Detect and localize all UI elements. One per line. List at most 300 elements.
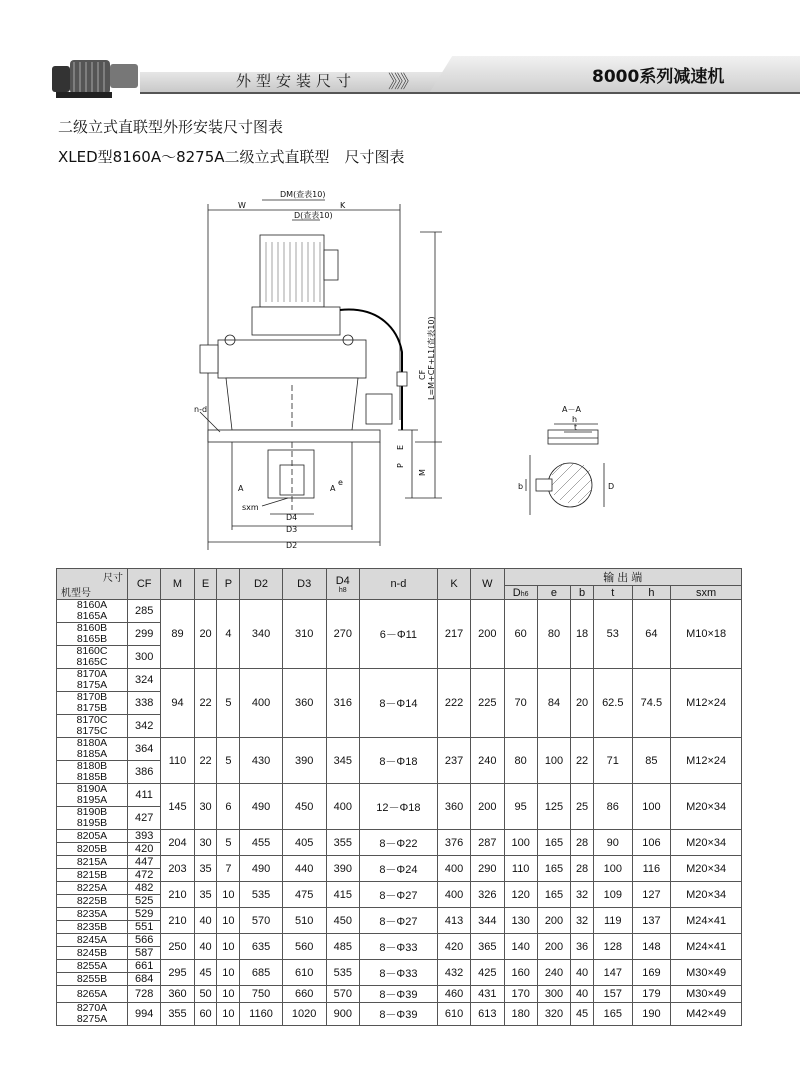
value-cell: 40 — [194, 908, 217, 934]
section-mark-a-right: A — [330, 484, 336, 493]
value-cell: 89 — [161, 600, 194, 669]
value-cell: 200 — [471, 784, 504, 830]
value-cell: 100 — [537, 738, 570, 784]
value-cell: 750 — [240, 986, 282, 1003]
cf-cell: 342 — [128, 715, 161, 738]
value-cell: 475 — [282, 882, 326, 908]
cf-cell: 525 — [128, 895, 161, 908]
value-cell: 390 — [326, 856, 359, 882]
value-cell: 40 — [194, 934, 217, 960]
table-row — [57, 830, 742, 843]
dim-label-w: W — [238, 201, 246, 210]
chevron-right-icon: 》》》 — [388, 72, 415, 93]
value-cell: M30×49 — [671, 960, 742, 986]
value-cell: 210 — [161, 882, 194, 908]
value-cell: 240 — [537, 960, 570, 986]
value-cell: 455 — [240, 830, 282, 856]
value-cell: 128 — [593, 934, 632, 960]
table-row — [57, 882, 742, 895]
value-cell: 490 — [240, 856, 282, 882]
dim-label-e: E — [396, 444, 405, 450]
value-cell: 360 — [161, 986, 194, 1003]
table-header-model: 尺寸 机型号 — [57, 569, 128, 600]
value-cell: 190 — [632, 1003, 671, 1026]
value-cell: 405 — [282, 830, 326, 856]
cf-cell: 529 — [128, 908, 161, 921]
cf-cell: 338 — [128, 692, 161, 715]
model-number: 8215B — [76, 868, 108, 881]
cf-cell: 472 — [128, 869, 161, 882]
model-cell — [57, 784, 128, 807]
column-header-output-d: Dh6 — [504, 586, 537, 600]
value-cell: 8－Φ33 — [359, 934, 437, 960]
model-number: 8190A — [76, 783, 108, 795]
value-cell: 326 — [471, 882, 504, 908]
column-header: D3 — [282, 569, 326, 600]
value-cell: 62.5 — [593, 669, 632, 738]
value-cell: 485 — [326, 934, 359, 960]
model-number: 8245B — [76, 946, 108, 959]
table-row — [57, 960, 742, 973]
model-cell — [57, 934, 128, 947]
table-body — [57, 600, 742, 1026]
value-cell: 20 — [571, 669, 594, 738]
model-cell — [57, 646, 128, 669]
value-cell: 250 — [161, 934, 194, 960]
dim-label-l: L=M+CF+L1(查表10) — [427, 316, 436, 400]
dim-label-m: M — [418, 469, 427, 476]
value-cell: 6 — [217, 784, 240, 830]
value-cell: 70 — [504, 669, 537, 738]
value-cell: 355 — [161, 1003, 194, 1026]
value-cell: 432 — [437, 960, 470, 986]
model-cell — [57, 623, 128, 646]
cf-cell: 684 — [128, 973, 161, 986]
value-cell: 71 — [593, 738, 632, 784]
value-cell: 222 — [437, 669, 470, 738]
value-cell: 119 — [593, 908, 632, 934]
value-cell: 165 — [537, 882, 570, 908]
gear-reducer-logo-icon — [50, 50, 142, 100]
cf-cell: 300 — [128, 646, 161, 669]
value-cell: 35 — [194, 856, 217, 882]
dim-label-p: P — [396, 463, 405, 468]
value-cell: 613 — [471, 1003, 504, 1026]
value-cell: 95 — [504, 784, 537, 830]
cf-cell: 482 — [128, 882, 161, 895]
dim-label-dm: DM(查表10) — [280, 190, 326, 199]
value-cell: 660 — [282, 986, 326, 1003]
value-cell: 86 — [593, 784, 632, 830]
value-cell: 450 — [326, 908, 359, 934]
value-cell: 345 — [326, 738, 359, 784]
model-number: 8225A — [76, 881, 108, 894]
value-cell: 344 — [471, 908, 504, 934]
value-cell: 20 — [194, 600, 217, 669]
value-cell: 53 — [593, 600, 632, 669]
value-cell: 80 — [537, 600, 570, 669]
model-number: 8275A — [76, 1013, 108, 1025]
value-cell: 100 — [504, 830, 537, 856]
model-cell — [57, 1003, 128, 1026]
model-number: 8235A — [76, 907, 108, 920]
model-number: 8170B — [76, 691, 108, 703]
section-label-b: b — [518, 482, 524, 491]
table-row — [57, 784, 742, 807]
value-cell: 45 — [194, 960, 217, 986]
column-header: D2 — [240, 569, 282, 600]
value-cell: 125 — [537, 784, 570, 830]
value-cell: 5 — [217, 669, 240, 738]
section-label-t: t — [574, 423, 578, 432]
cf-cell: 994 — [128, 1003, 161, 1026]
value-cell: 425 — [471, 960, 504, 986]
value-cell: 420 — [437, 934, 470, 960]
value-cell: M20×34 — [671, 830, 742, 856]
value-cell: M20×34 — [671, 856, 742, 882]
value-cell: 116 — [632, 856, 671, 882]
cf-cell: 411 — [128, 784, 161, 807]
column-header: CF — [128, 569, 161, 600]
value-cell: 240 — [471, 738, 504, 784]
value-cell: 8－Φ18 — [359, 738, 437, 784]
column-header: b — [571, 586, 594, 600]
value-cell: 431 — [471, 986, 504, 1003]
value-cell: 6－Φ11 — [359, 600, 437, 669]
value-cell: M10×18 — [671, 600, 742, 669]
model-number: 8195B — [76, 817, 108, 829]
value-cell: 490 — [240, 784, 282, 830]
value-cell: 415 — [326, 882, 359, 908]
value-cell: 1160 — [240, 1003, 282, 1026]
value-cell: 1020 — [282, 1003, 326, 1026]
value-cell: M20×34 — [671, 784, 742, 830]
value-cell: 22 — [194, 738, 217, 784]
model-number: 8160A — [76, 599, 108, 611]
value-cell: 287 — [471, 830, 504, 856]
value-cell: 50 — [194, 986, 217, 1003]
value-cell: 60 — [504, 600, 537, 669]
cf-cell: 447 — [128, 856, 161, 869]
dimension-spec-table — [56, 568, 742, 1026]
page-header — [0, 0, 800, 100]
value-cell: 22 — [571, 738, 594, 784]
table-row — [57, 738, 742, 761]
value-cell: 84 — [537, 669, 570, 738]
value-cell: M12×24 — [671, 669, 742, 738]
value-cell: 130 — [504, 908, 537, 934]
value-cell: M42×49 — [671, 1003, 742, 1026]
value-cell: 200 — [537, 908, 570, 934]
value-cell: 148 — [632, 934, 671, 960]
value-cell: 169 — [632, 960, 671, 986]
value-cell: 203 — [161, 856, 194, 882]
model-number: 8180A — [76, 737, 108, 749]
value-cell: 40 — [571, 960, 594, 986]
model-number: 8205B — [76, 842, 108, 855]
value-cell: 900 — [326, 1003, 359, 1026]
model-number: 8190B — [76, 806, 108, 818]
value-cell: M12×24 — [671, 738, 742, 784]
value-cell: 94 — [161, 669, 194, 738]
cf-cell: 393 — [128, 830, 161, 843]
model-number: 8165B — [76, 633, 108, 645]
dim-label-cf: CF — [418, 369, 427, 380]
cf-cell: 386 — [128, 761, 161, 784]
model-number: 8160B — [76, 622, 108, 634]
value-cell: 360 — [437, 784, 470, 830]
value-cell: 360 — [282, 669, 326, 738]
section-label: 外型安装尺寸 — [236, 72, 357, 90]
value-cell: 295 — [161, 960, 194, 986]
dim-label-ee: e — [338, 478, 343, 487]
value-cell: 157 — [593, 986, 632, 1003]
model-number: 8185B — [76, 771, 108, 783]
value-cell: 5 — [217, 738, 240, 784]
dim-label-sxm: sxm — [242, 503, 259, 512]
value-cell: 400 — [326, 784, 359, 830]
value-cell: 28 — [571, 856, 594, 882]
value-cell: 560 — [282, 934, 326, 960]
value-cell: 8－Φ39 — [359, 1003, 437, 1026]
value-cell: 200 — [537, 934, 570, 960]
cf-cell: 285 — [128, 600, 161, 623]
dim-label-k: K — [340, 201, 346, 210]
table-row — [57, 1003, 742, 1026]
value-cell: M24×41 — [671, 908, 742, 934]
value-cell: 100 — [632, 784, 671, 830]
value-cell: 204 — [161, 830, 194, 856]
value-cell: 137 — [632, 908, 671, 934]
column-header: E — [194, 569, 217, 600]
value-cell: 4 — [217, 600, 240, 669]
value-cell: 10 — [217, 1003, 240, 1026]
value-cell: 110 — [504, 856, 537, 882]
column-header: h — [632, 586, 671, 600]
cf-cell: 661 — [128, 960, 161, 973]
value-cell: 390 — [282, 738, 326, 784]
value-cell: 535 — [240, 882, 282, 908]
value-cell: 8－Φ39 — [359, 986, 437, 1003]
value-cell: 237 — [437, 738, 470, 784]
value-cell: 165 — [537, 830, 570, 856]
value-cell: 106 — [632, 830, 671, 856]
model-cell — [57, 600, 128, 623]
value-cell: 610 — [282, 960, 326, 986]
value-cell: M30×49 — [671, 986, 742, 1003]
model-cell — [57, 869, 128, 882]
value-cell: 413 — [437, 908, 470, 934]
table-title: XLED型8160A～8275A二级立式直联型 尺寸图表 — [58, 148, 405, 166]
model-cell — [57, 895, 128, 908]
value-cell: 12－Φ18 — [359, 784, 437, 830]
model-cell — [57, 843, 128, 856]
model-cell — [57, 807, 128, 830]
cf-cell: 324 — [128, 669, 161, 692]
model-cell — [57, 715, 128, 738]
value-cell: 179 — [632, 986, 671, 1003]
value-cell: 217 — [437, 600, 470, 669]
value-cell: 300 — [537, 986, 570, 1003]
value-cell: 460 — [437, 986, 470, 1003]
value-cell: 22 — [194, 669, 217, 738]
model-number: 8195A — [76, 794, 108, 806]
model-cell — [57, 669, 128, 692]
value-cell: 32 — [571, 908, 594, 934]
reducer-dimension-drawing — [180, 180, 640, 560]
value-cell: 270 — [326, 600, 359, 669]
value-cell: 8－Φ27 — [359, 908, 437, 934]
value-cell: 376 — [437, 830, 470, 856]
value-cell: 7 — [217, 856, 240, 882]
model-number: 8185A — [76, 748, 108, 760]
model-cell — [57, 692, 128, 715]
value-cell: 8－Φ27 — [359, 882, 437, 908]
value-cell: 140 — [504, 934, 537, 960]
value-cell: 35 — [194, 882, 217, 908]
cf-cell: 566 — [128, 934, 161, 947]
value-cell: 127 — [632, 882, 671, 908]
dim-label-d3: D3 — [286, 525, 298, 534]
value-cell: 200 — [471, 600, 504, 669]
value-cell: M24×41 — [671, 934, 742, 960]
value-cell: 400 — [240, 669, 282, 738]
table-row — [57, 600, 742, 623]
column-header: M — [161, 569, 194, 600]
dim-label-d: D(查表10) — [294, 211, 333, 220]
cf-cell: 551 — [128, 921, 161, 934]
value-cell: 510 — [282, 908, 326, 934]
model-number: 8175C — [76, 725, 108, 737]
model-number: 8235B — [76, 920, 108, 933]
model-number: 8270A — [76, 1002, 108, 1014]
value-cell: 225 — [471, 669, 504, 738]
model-number: 8225B — [76, 894, 108, 907]
value-cell: 180 — [504, 1003, 537, 1026]
value-cell: 310 — [282, 600, 326, 669]
value-cell: 8－Φ22 — [359, 830, 437, 856]
column-header: n-d — [359, 569, 437, 600]
table-row — [57, 986, 742, 1003]
value-cell: 340 — [240, 600, 282, 669]
model-number: 8165A — [76, 610, 108, 622]
model-cell — [57, 882, 128, 895]
column-header: P — [217, 569, 240, 600]
value-cell: 28 — [571, 830, 594, 856]
value-cell: 145 — [161, 784, 194, 830]
value-cell: 85 — [632, 738, 671, 784]
model-cell — [57, 921, 128, 934]
value-cell: 10 — [217, 908, 240, 934]
value-cell: 5 — [217, 830, 240, 856]
value-cell: 685 — [240, 960, 282, 986]
value-cell: 635 — [240, 934, 282, 960]
value-cell: 365 — [471, 934, 504, 960]
output-group-header: 输 出 端 — [504, 569, 742, 586]
section-label-d: D — [608, 482, 615, 491]
model-cell — [57, 830, 128, 843]
value-cell: 290 — [471, 856, 504, 882]
value-cell: 109 — [593, 882, 632, 908]
value-cell: 40 — [571, 986, 594, 1003]
column-header: sxm — [671, 586, 742, 600]
value-cell: 570 — [326, 986, 359, 1003]
value-cell: 36 — [571, 934, 594, 960]
dim-label-nd: n-d — [194, 405, 208, 414]
cf-cell: 427 — [128, 807, 161, 830]
value-cell: 316 — [326, 669, 359, 738]
model-number: 8255A — [76, 959, 108, 972]
value-cell: 8－Φ24 — [359, 856, 437, 882]
model-cell — [57, 738, 128, 761]
value-cell: 570 — [240, 908, 282, 934]
model-number: 8160C — [76, 645, 108, 657]
model-number: 8175B — [76, 702, 108, 714]
value-cell: 160 — [504, 960, 537, 986]
model-cell — [57, 947, 128, 960]
value-cell: 210 — [161, 908, 194, 934]
value-cell: 18 — [571, 600, 594, 669]
section-mark-a-left: A — [238, 484, 244, 493]
table-row — [57, 934, 742, 947]
value-cell: 8－Φ14 — [359, 669, 437, 738]
value-cell: 170 — [504, 986, 537, 1003]
model-number: 8265A — [76, 987, 108, 1000]
table-row — [57, 856, 742, 869]
value-cell: 25 — [571, 784, 594, 830]
header-rule — [140, 92, 800, 94]
value-cell: 10 — [217, 960, 240, 986]
value-cell: 400 — [437, 882, 470, 908]
value-cell: 110 — [161, 738, 194, 784]
cf-cell: 364 — [128, 738, 161, 761]
value-cell: 165 — [537, 856, 570, 882]
value-cell: 8－Φ33 — [359, 960, 437, 986]
page-title: 二级立式直联型外形安装尺寸图表 — [58, 118, 284, 136]
value-cell: 90 — [593, 830, 632, 856]
value-cell: 450 — [282, 784, 326, 830]
value-cell: 120 — [504, 882, 537, 908]
value-cell: 32 — [571, 882, 594, 908]
value-cell: 10 — [217, 882, 240, 908]
column-header: W — [471, 569, 504, 600]
cf-cell: 420 — [128, 843, 161, 856]
value-cell: 100 — [593, 856, 632, 882]
model-cell — [57, 761, 128, 784]
section-aa-title: A－A — [562, 405, 581, 414]
value-cell: 400 — [437, 856, 470, 882]
model-number: 8165C — [76, 656, 108, 668]
value-cell: 30 — [194, 784, 217, 830]
value-cell: 64 — [632, 600, 671, 669]
model-number: 8205A — [76, 829, 108, 842]
column-header: K — [437, 569, 470, 600]
table-row — [57, 908, 742, 921]
model-cell — [57, 986, 128, 1003]
section-label-h: h — [572, 415, 578, 424]
model-cell — [57, 973, 128, 986]
model-cell — [57, 960, 128, 973]
table-row — [57, 669, 742, 692]
value-cell: 30 — [194, 830, 217, 856]
series-title: 8000系列减速机 — [592, 67, 725, 87]
model-number: 8170C — [76, 714, 108, 726]
model-number: 8180B — [76, 760, 108, 772]
value-cell: 10 — [217, 934, 240, 960]
model-number: 8215A — [76, 855, 108, 868]
value-cell: 320 — [537, 1003, 570, 1026]
value-cell: 430 — [240, 738, 282, 784]
